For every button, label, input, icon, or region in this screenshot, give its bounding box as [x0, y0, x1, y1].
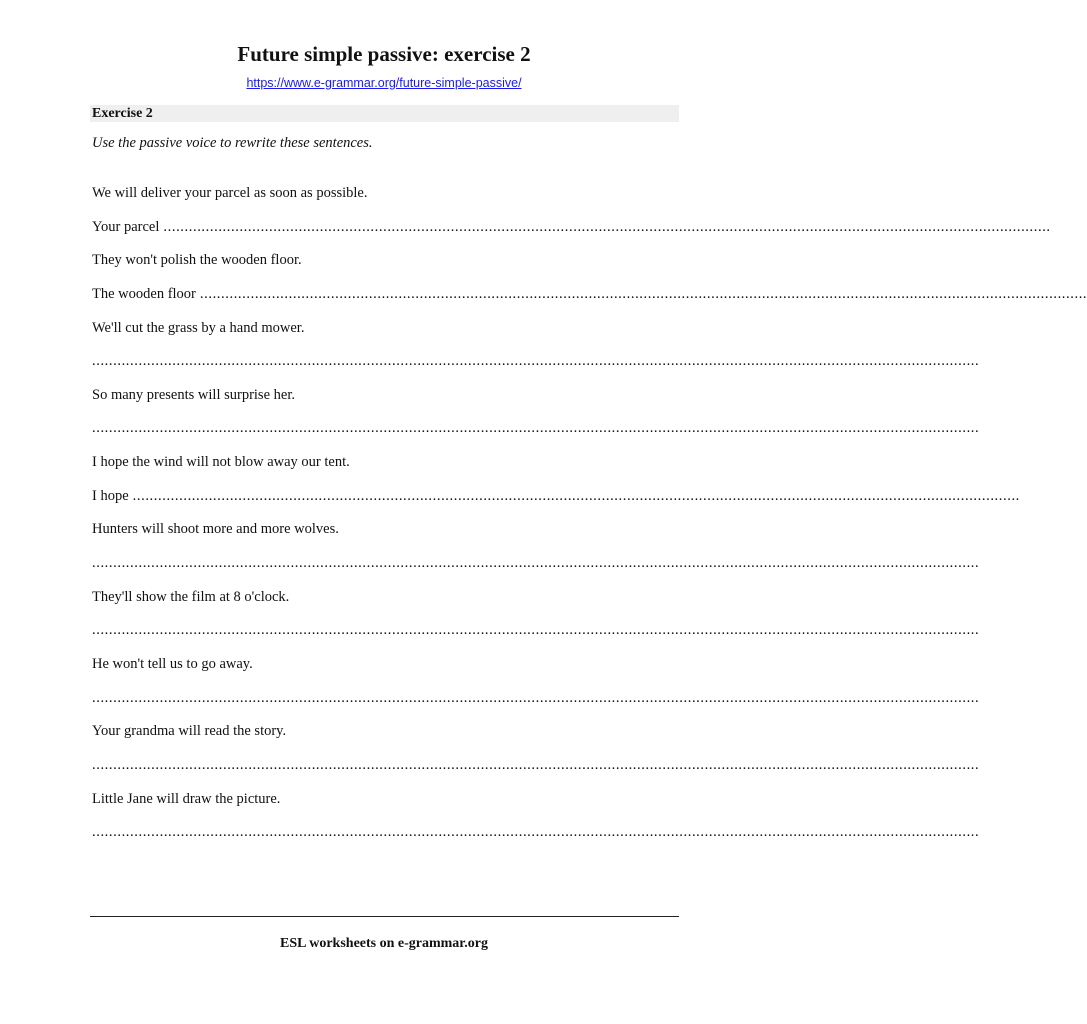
answer-blank[interactable]: ..................................................................................................................................................................................................................: [92, 420, 980, 437]
exercise-item: [92, 183, 1051, 250]
page-title: Future simple passive: exercise 2: [237, 42, 531, 66]
answer-blank[interactable]: ..................................................................................................................................................................................................................: [92, 756, 980, 773]
exercise-item: [92, 654, 980, 721]
exercise-item: [92, 519, 980, 586]
source-sentence: Little Jane will draw the picture.: [92, 790, 281, 807]
exercise-heading: Exercise 2: [90, 105, 679, 122]
footer-text: ESL worksheets on e-grammar.org: [280, 936, 488, 951]
source-sentence: They won't polish the wooden floor.: [92, 252, 302, 269]
exercise-item: [92, 452, 1020, 519]
answer-blank[interactable]: ..................................................................................................................................................................................................................: [132, 487, 1020, 504]
source-sentence: Your grandma will read the story.: [92, 723, 287, 740]
answer-blank[interactable]: ..................................................................................................................................................................................................................: [199, 285, 1087, 302]
footer-divider: [90, 916, 679, 917]
source-sentence: They'll show the film at 8 o'clock.: [92, 588, 290, 605]
exercise-list: [92, 183, 1087, 856]
answer-line[interactable]: [92, 284, 1087, 318]
exercise-instruction: Use the passive voice to rewrite these sentences.: [92, 135, 373, 151]
answer-prefix: I hope: [92, 487, 129, 504]
answer-line[interactable]: [92, 553, 980, 587]
answer-prefix: Your parcel: [92, 218, 160, 235]
exercise-item: [92, 789, 980, 856]
exercise-item: [92, 318, 980, 385]
answer-line[interactable]: [92, 688, 980, 722]
answer-line[interactable]: [92, 822, 980, 856]
exercise-item: [92, 587, 980, 654]
source-sentence: He won't tell us to go away.: [92, 656, 253, 673]
source-sentence: We will deliver your parcel as soon as possible.: [92, 185, 368, 201]
answer-blank[interactable]: ..................................................................................................................................................................................................................: [163, 218, 1051, 235]
exercise-item: [92, 721, 980, 788]
answer-line[interactable]: [92, 755, 980, 789]
source-sentence: I hope the wind will not blow away our tent.: [92, 454, 350, 471]
answer-line[interactable]: [92, 217, 1051, 251]
answer-line[interactable]: [92, 418, 980, 452]
exercise-item: [92, 250, 1087, 317]
source-sentence: So many presents will surprise her.: [92, 386, 295, 403]
answer-prefix: The wooden floor: [92, 285, 196, 302]
source-link[interactable]: https://www.e-grammar.org/future-simple-passive/: [246, 76, 522, 90]
source-sentence: Hunters will shoot more and more wolves.: [92, 521, 339, 538]
answer-blank[interactable]: ..................................................................................................................................................................................................................: [92, 824, 980, 841]
source-sentence: We'll cut the grass by a hand mower.: [92, 319, 305, 336]
answer-blank[interactable]: ..................................................................................................................................................................................................................: [92, 353, 980, 370]
answer-blank[interactable]: ..................................................................................................................................................................................................................: [92, 689, 980, 706]
exercise-item: [92, 385, 980, 452]
answer-line[interactable]: [92, 351, 980, 385]
answer-blank[interactable]: ..................................................................................................................................................................................................................: [92, 555, 980, 572]
answer-line[interactable]: [92, 486, 1020, 520]
answer-line[interactable]: [92, 620, 980, 654]
answer-blank[interactable]: ..................................................................................................................................................................................................................: [92, 622, 980, 639]
